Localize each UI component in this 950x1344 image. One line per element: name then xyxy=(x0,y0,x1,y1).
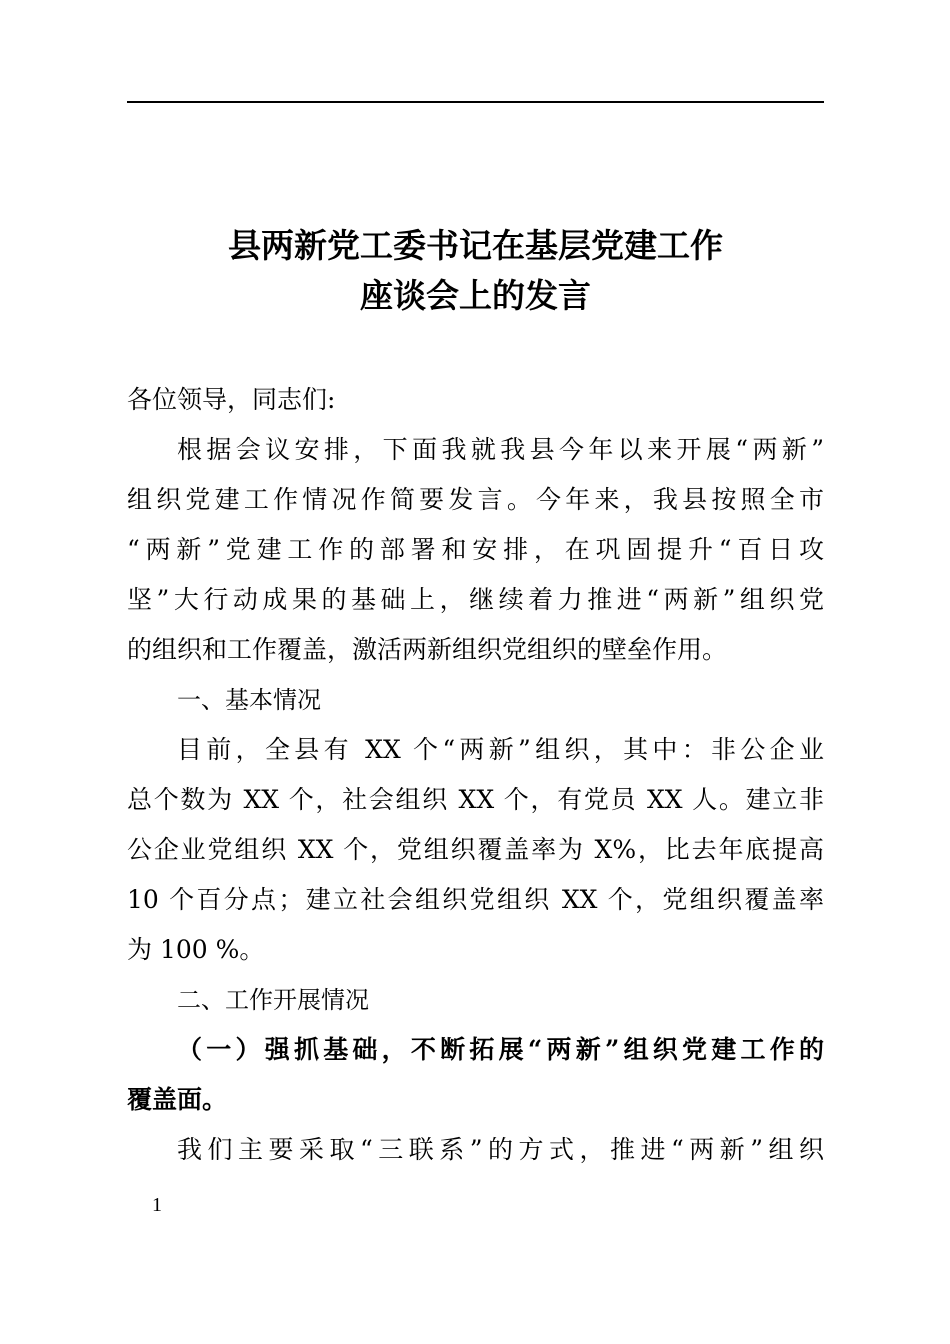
body-line: 根据会议安排，下面我就我县今年以来开展“两新” xyxy=(177,435,824,464)
body-line: 为 100 %。 xyxy=(127,935,265,964)
body-line: 我们主要采取“三联系”的方式，推进“两新”组织 xyxy=(177,1135,824,1164)
section-heading-work: 二、工作开展情况 xyxy=(177,986,369,1014)
document-title-line-2: 座谈会上的发言 xyxy=(360,276,591,315)
document-title-line-1: 县两新党工委书记在基层党建工作 xyxy=(228,226,723,265)
header-rule xyxy=(127,101,824,103)
body-line: 10 个百分点；建立社会组织党组织 XX 个，党组织覆盖率 xyxy=(127,885,824,914)
body-line: 公企业党组织 XX 个，党组织覆盖率为 X%，比去年底提高 xyxy=(127,835,824,864)
body-line: 目前，全县有 XX 个“两新”组织，其中：非公企业 xyxy=(177,735,824,764)
salutation: 各位领导，同志们: xyxy=(127,385,336,414)
subsection-heading-continued: 覆盖面。 xyxy=(127,1085,228,1114)
body-line: 组织党建工作情况作简要发言。今年来，我县按照全市 xyxy=(127,485,824,514)
body-line: 总个数为 XX 个，社会组织 XX 个，有党员 XX 人。建立非 xyxy=(127,785,824,814)
page-number: 1 xyxy=(152,1194,162,1216)
body-line: 坚”大行动成果的基础上，继续着力推进“两新”组织党 xyxy=(127,585,824,614)
body-line: “两新”党建工作的部署和安排，在巩固提升“百日攻 xyxy=(127,535,824,564)
subsection-heading: （一）强抓基础，不断拓展“两新”组织党建工作的 xyxy=(177,1035,824,1064)
section-heading-basic: 一、基本情况 xyxy=(177,686,321,714)
body-line: 的组织和工作覆盖，激活两新组织党组织的壁垒作用。 xyxy=(127,635,728,664)
